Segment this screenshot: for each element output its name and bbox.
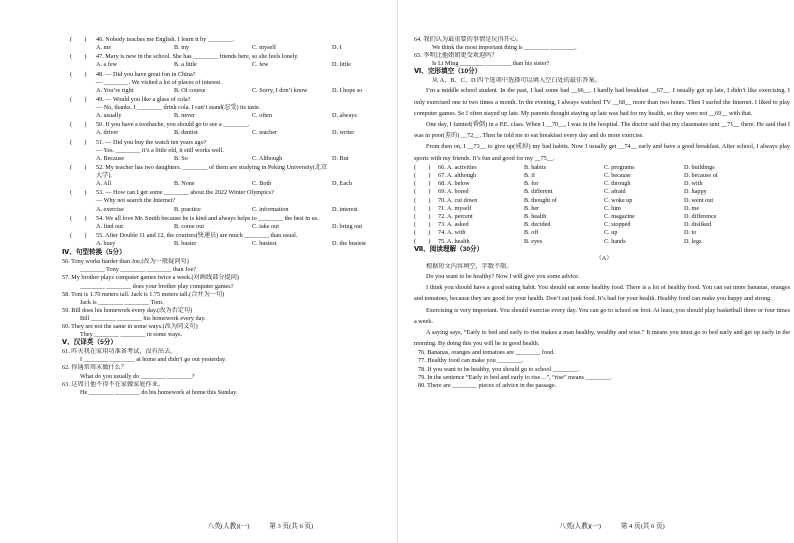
mc-question-row <box>62 71 397 79</box>
option-b[interactable]: B. come out <box>174 222 205 230</box>
cloze-option[interactable]: C. woke up <box>604 196 633 204</box>
reading-instruction: 根据短文内容填空，字数不限。 <box>426 262 513 270</box>
question-text: 49. — Would you like a glass of cola? <box>96 95 191 103</box>
transform-answer-line: They ________ ________ in some ways. <box>80 331 183 339</box>
cloze-option[interactable]: 74. A. with <box>438 229 466 237</box>
transform-answer-line: ________ Tony ________ ________ than Joe? <box>80 266 197 274</box>
answer-bracket[interactable]: ( ) <box>70 163 87 171</box>
mc-options-row <box>62 223 397 232</box>
translation-answer-line: What do you usually do ________ ________? <box>80 372 195 380</box>
translation-answer-line: We think the most important thing is ________ ________. <box>432 44 577 52</box>
cloze-option[interactable]: D. with <box>684 180 703 188</box>
cloze-option[interactable]: 70. A. cut down <box>438 196 478 204</box>
option-d[interactable]: D. I <box>332 44 342 52</box>
reading-question: 79. In the sentence “Early to bed and early to rise…”, “rise” means ________. <box>418 373 612 381</box>
answer-bracket[interactable]: ( ) <box>70 189 87 197</box>
cloze-option[interactable]: C. because <box>604 172 631 180</box>
cloze-option[interactable]: C. hands <box>604 237 626 245</box>
answer-bracket[interactable]: ( ) <box>70 53 87 61</box>
translation-prompt: 62. 你通常周末做什么？ <box>62 364 127 372</box>
option-d[interactable]: D. Each <box>332 180 352 188</box>
mc-question-row-cont <box>62 172 397 180</box>
option-b[interactable]: B. a little <box>174 61 197 69</box>
mc-question-row <box>62 189 397 197</box>
mc-question-row <box>62 232 397 240</box>
question-text-cont: — Yes. ________ it’s a little old, it still works well. <box>96 146 224 154</box>
option-c[interactable]: C. information <box>252 205 289 213</box>
option-c[interactable]: C. busiest <box>252 240 277 248</box>
cloze-paragraph: One day, I fainted(昏倒) in a P.E. class. When I __70__, I was in the hospital. The doctor said that my classmates sent __71__ there. He said that I was in poor(差的) __72__. Then he told me to eat breakfast every day and do more exercise. <box>414 121 790 140</box>
transform-answer-line: ________ ________ does your brother play computer games? <box>80 282 234 290</box>
option-d[interactable]: D. bring out <box>332 222 363 230</box>
option-a[interactable]: A. All <box>96 180 112 188</box>
question-text-cont: — ________. We visited a lot of places of interest. <box>96 78 222 86</box>
cloze-option[interactable]: D. me <box>684 204 700 212</box>
cloze-option[interactable]: 68. A. below <box>438 180 470 188</box>
question-text: 51. — Did you buy the watch ten years ago? <box>96 138 207 146</box>
mc-options-row <box>62 180 397 189</box>
transform-question: 60. They are not the same in some ways.(改为同义句) <box>62 323 198 331</box>
mc-options-row <box>62 112 397 121</box>
answer-bracket[interactable]: ( ) <box>414 196 431 204</box>
cloze-option[interactable]: 75. A. health <box>438 237 470 245</box>
option-d[interactable]: D. I hope so <box>332 86 363 94</box>
translation-prompt: 65. 李明比他姐姐更受欢迎吗？ <box>414 52 498 60</box>
option-c[interactable]: C. Although <box>252 154 283 162</box>
option-b[interactable]: B. practice <box>174 205 201 213</box>
cloze-option[interactable]: D. difference <box>684 213 717 221</box>
question-text-cont: — Why not search the Internet? <box>96 197 176 205</box>
option-b[interactable]: B. my <box>174 44 190 52</box>
cloze-option[interactable]: C. magazine <box>604 213 635 221</box>
answer-bracket[interactable]: ( ) <box>414 237 431 245</box>
page-footer-right: 八英(人教)(一) 第 4 页(共 6 页) <box>559 522 665 530</box>
translation-answer-line: Is Li Ming ________ ________ than his sister? <box>432 60 550 68</box>
question-text: 46. Nobody teaches me English. I learn it by ________. <box>96 36 235 43</box>
option-b[interactable]: B. Of course <box>174 86 206 94</box>
cloze-options <box>414 164 794 246</box>
mc-question-row <box>62 96 397 104</box>
option-c[interactable]: C. often <box>252 112 272 120</box>
cloze-option[interactable]: C. stopped <box>604 221 631 229</box>
answer-bracket[interactable]: ( ) <box>414 188 431 196</box>
option-c[interactable]: C. Sorry, I don’t know <box>252 86 308 94</box>
reading-question: 80. There are ________ pieces of advice in the passage. <box>418 381 557 389</box>
mc-question-row <box>62 164 397 172</box>
option-b[interactable]: B. None <box>174 180 195 188</box>
cloze-option[interactable]: B. her <box>524 204 540 212</box>
transform-question: 56. Tony works harder than Joe.(改为一般疑问句) <box>62 258 189 266</box>
cloze-option[interactable]: D. went out <box>684 196 714 204</box>
part-a-label: （A） <box>595 254 613 262</box>
reading-questions <box>414 349 794 389</box>
option-c[interactable]: C. Both <box>252 180 272 188</box>
answer-bracket[interactable]: ( ) <box>414 229 431 237</box>
cloze-option-row <box>414 221 794 229</box>
question-text: 48. — Did you have great fun in China? <box>96 70 196 78</box>
cloze-option[interactable]: D. because of <box>684 172 718 180</box>
option-d[interactable]: D. writer <box>332 129 355 137</box>
section-7-title: Ⅶ、阅读理解（30分） <box>414 245 484 253</box>
answer-bracket[interactable]: ( ) <box>70 36 87 43</box>
transform-question: 59. Bill does his homework every day.(改为否定句) <box>62 306 193 314</box>
cloze-instruction: 从 A、B、C、D 四个选项中选择可以填入空白处的最佳答案。 <box>432 77 601 85</box>
question-text: 47. Mary is new in the school. She has ________ friends here, so she feels lonely. <box>96 53 299 61</box>
option-b[interactable]: B. busier <box>174 240 197 248</box>
option-b[interactable]: B. So <box>174 154 188 162</box>
multiple-choice-section <box>62 36 397 249</box>
option-a[interactable]: A. a few <box>96 61 118 69</box>
cloze-option-row <box>414 213 794 221</box>
option-a[interactable]: A. usually <box>96 112 122 120</box>
cloze-option[interactable]: C. programs <box>604 163 635 171</box>
cloze-passage <box>414 85 794 163</box>
translation-section <box>62 348 397 397</box>
answer-bracket[interactable]: ( ) <box>414 172 431 180</box>
reading-question: 76. Bananas, oranges and tomatoes are ________ food. <box>418 349 555 357</box>
question-text: 50. If you have a toothache, you should go to see a ________. <box>96 121 250 129</box>
section-6-title: Ⅵ、完形填空（10分） <box>414 68 482 76</box>
option-d[interactable]: D. little <box>332 61 351 69</box>
reading-paragraph: Do you want to be healthy? Now I will give you some advice. <box>426 272 580 280</box>
option-c[interactable]: C. few <box>252 61 269 69</box>
cloze-option[interactable]: B. decided <box>524 221 551 229</box>
answer-bracket[interactable]: ( ) <box>70 70 87 78</box>
translation-answer-line: I ________ ________ at home and didn’t go out yesterday. <box>80 356 227 364</box>
question-text-cont: 大学). <box>96 172 112 180</box>
cloze-option[interactable]: 69. A. bored <box>438 188 469 196</box>
cloze-option[interactable]: B. habits <box>524 163 547 171</box>
question-text: 52. My teacher has two daughters. ________ of them are studying in Peking University(北京 <box>96 163 328 171</box>
reading-passage <box>414 271 794 349</box>
answer-bracket[interactable]: ( ) <box>70 138 87 146</box>
cloze-option[interactable]: C. him <box>604 204 621 212</box>
cloze-option-row <box>414 188 794 196</box>
option-d[interactable]: D. But <box>332 154 349 162</box>
cloze-option[interactable]: B. thought of <box>524 196 557 204</box>
cloze-option[interactable]: D. happy <box>684 188 707 196</box>
translation-prompt: 64. 我们认为最重要的事情是玩得开心。 <box>414 36 523 43</box>
cloze-option[interactable]: B. for <box>524 180 539 188</box>
question-text: 55. After Double 11 and 12, the couriers(快递员) are much ________ than usual. <box>96 232 298 239</box>
cloze-option[interactable]: C. up <box>604 229 618 237</box>
mc-question-row <box>62 36 397 44</box>
cloze-option[interactable]: D. legs <box>684 237 702 245</box>
option-b[interactable]: B. never <box>174 112 195 120</box>
question-text-cont: — No, thanks. I ________ drink cola. I can’t stand(忍受) its taste. <box>96 104 261 112</box>
cloze-option[interactable]: B. off <box>524 229 539 237</box>
translation-answer-line: He ________ ________ do his homework at home this Sunday. <box>80 388 238 396</box>
page-footer-left: 八英(人教)(一) 第 3 页(共 6 页) <box>207 522 314 530</box>
option-b[interactable]: B. dentist <box>174 129 198 137</box>
cloze-option[interactable]: B. different <box>524 188 553 196</box>
cloze-option-row <box>414 180 794 188</box>
cloze-option[interactable]: 71. A. myself <box>438 204 472 212</box>
answer-bracket[interactable]: ( ) <box>70 95 87 103</box>
question-text: 53. — How can I get some ________ about the 2022 Winter Olympics? <box>96 189 274 197</box>
transform-answer-line: Jack is ________ ________ Tom. <box>80 298 164 306</box>
option-a[interactable]: A. exercise <box>96 205 124 213</box>
cloze-option[interactable]: B. eyes <box>524 237 543 245</box>
mc-question-row <box>62 121 397 129</box>
mc-options-row <box>62 44 397 53</box>
mc-options-row <box>62 155 397 164</box>
option-d[interactable]: D. the busiest <box>332 240 366 248</box>
option-a[interactable]: A. me <box>96 44 112 52</box>
mc-options-row <box>62 61 397 70</box>
reading-question: 77. Healthy food can make you ________. <box>418 357 524 365</box>
cloze-option[interactable]: C. afraid <box>604 188 626 196</box>
sentence-transform-section <box>62 258 397 339</box>
answer-bracket[interactable]: ( ) <box>414 204 431 212</box>
option-d[interactable]: D. always <box>332 112 357 120</box>
reading-paragraph: Exercising is very important. You should exercise every day. You can go to school on foot. At least, you should play basketball three or four times a week. <box>414 306 790 325</box>
cloze-option[interactable]: B. if <box>524 172 536 180</box>
answer-bracket[interactable]: ( ) <box>414 163 431 171</box>
cloze-option-row <box>414 164 794 172</box>
mc-question-row-cont <box>62 79 397 87</box>
transform-answer-line: Bill ________ ________ his homework every day. <box>80 314 206 322</box>
cloze-option[interactable]: 66. A. activities <box>438 163 477 171</box>
section-5-title: Ⅴ、汉译英（5分） <box>62 339 117 347</box>
answer-bracket[interactable]: ( ) <box>414 221 431 229</box>
cloze-option[interactable]: D. buildings <box>684 163 715 171</box>
reading-question: 78. If you want to be healthy, you should go to school ________. <box>418 365 579 373</box>
cloze-option[interactable]: 73. A. asked <box>438 221 469 229</box>
mc-options-row <box>62 87 397 96</box>
transform-question: 58. Tom is 1.70 meters tall. Jack is 1.75 meters tall.(合并为一句) <box>62 290 225 298</box>
answer-bracket[interactable]: ( ) <box>414 213 431 221</box>
section-4-title: Ⅳ、句型转换（5分） <box>62 249 126 257</box>
cloze-option-row <box>414 205 794 213</box>
reading-paragraph: I think you should have a good eating habit. You should eat some healthy food. There is a lot of healthy food. You can eat more bananas, oranges and tomatoes, because they are good for your health. Don’t eat junk food. It’s bad for your health. Healthy food can make you happy and strong. <box>414 284 790 303</box>
option-a[interactable]: A. driver <box>96 129 119 137</box>
transform-question: 57. My brother plays computer games twice a week.(对画线部分提问) <box>62 274 239 282</box>
option-a[interactable]: A. busy <box>96 240 116 248</box>
option-a[interactable]: A. find out <box>96 222 123 230</box>
cloze-paragraph: I’m a middle school student. In the past, I had some bad __66__. I hardly had breakfast __67__. I usually got up late, I didn’t like exercising. I only exercised one to two times a month. In the evening, I always watched TV __68__ more than two hours. Then I surfed the Internet. I liked to play computer games. So I often stayed up late. My parents thought staying up late was bad for my health, so they were not __69__ with that. <box>414 87 790 117</box>
cloze-option[interactable]: D. disliked <box>684 221 712 229</box>
answer-bracket[interactable]: ( ) <box>414 180 431 188</box>
option-a[interactable]: A. You’re right <box>96 86 134 94</box>
answer-bracket[interactable]: ( ) <box>70 121 87 129</box>
cloze-option[interactable]: B. health <box>524 213 547 221</box>
mc-options-row <box>62 129 397 138</box>
option-c[interactable]: C. teacher <box>252 129 278 137</box>
option-d[interactable]: D. interest <box>332 205 358 213</box>
option-c[interactable]: C. myself <box>252 44 277 52</box>
cloze-option[interactable]: 72. A. percent <box>438 213 473 221</box>
cloze-option-row <box>414 238 794 246</box>
cloze-option-row <box>414 172 794 180</box>
option-a[interactable]: A. Because <box>96 154 125 162</box>
mc-question-row <box>62 139 397 147</box>
cloze-option[interactable]: 67. A. although <box>438 172 477 180</box>
answer-bracket[interactable]: ( ) <box>70 232 87 239</box>
mc-question-row-cont <box>62 104 397 112</box>
mc-question-row <box>62 215 397 223</box>
mc-options-row <box>62 206 397 215</box>
cloze-paragraph: From then on, I __73__ to give up(戒掉) my bad habits. Now I usually get __74__ early and have a good breakfast. After school, I always play sports with my friends. It’s fun and good for my __75__. <box>414 143 790 162</box>
mc-options-row <box>62 240 397 249</box>
translation-prompt: 61. 昨天我在家用功准备考试，没有出去。 <box>62 348 177 356</box>
mc-question-row-cont <box>62 147 397 155</box>
cloze-option[interactable]: D. to <box>684 229 697 237</box>
translation-prompt: 63. 这周日他不得不在家做家庭作业。 <box>62 380 165 388</box>
mc-question-row <box>62 53 397 61</box>
cloze-option-row <box>414 229 794 237</box>
cloze-option-row <box>414 197 794 205</box>
answer-bracket[interactable]: ( ) <box>70 214 87 222</box>
reading-paragraph: A saying says, “Early to bed and early to rise makes a man healthy, wealthy and wise.” It means you must go to bed early and get up early in the morning. By doing this you will be in good health. <box>414 328 790 348</box>
mc-question-row-cont <box>62 197 397 205</box>
option-c[interactable]: C. take out <box>252 222 279 230</box>
translation-section-continued <box>414 36 794 68</box>
cloze-option[interactable]: C. through <box>604 180 631 188</box>
right-page <box>397 0 794 543</box>
question-text: 54. We all love Mr. Smith because he is kind and always helps to ________ the best in us. <box>96 214 319 222</box>
